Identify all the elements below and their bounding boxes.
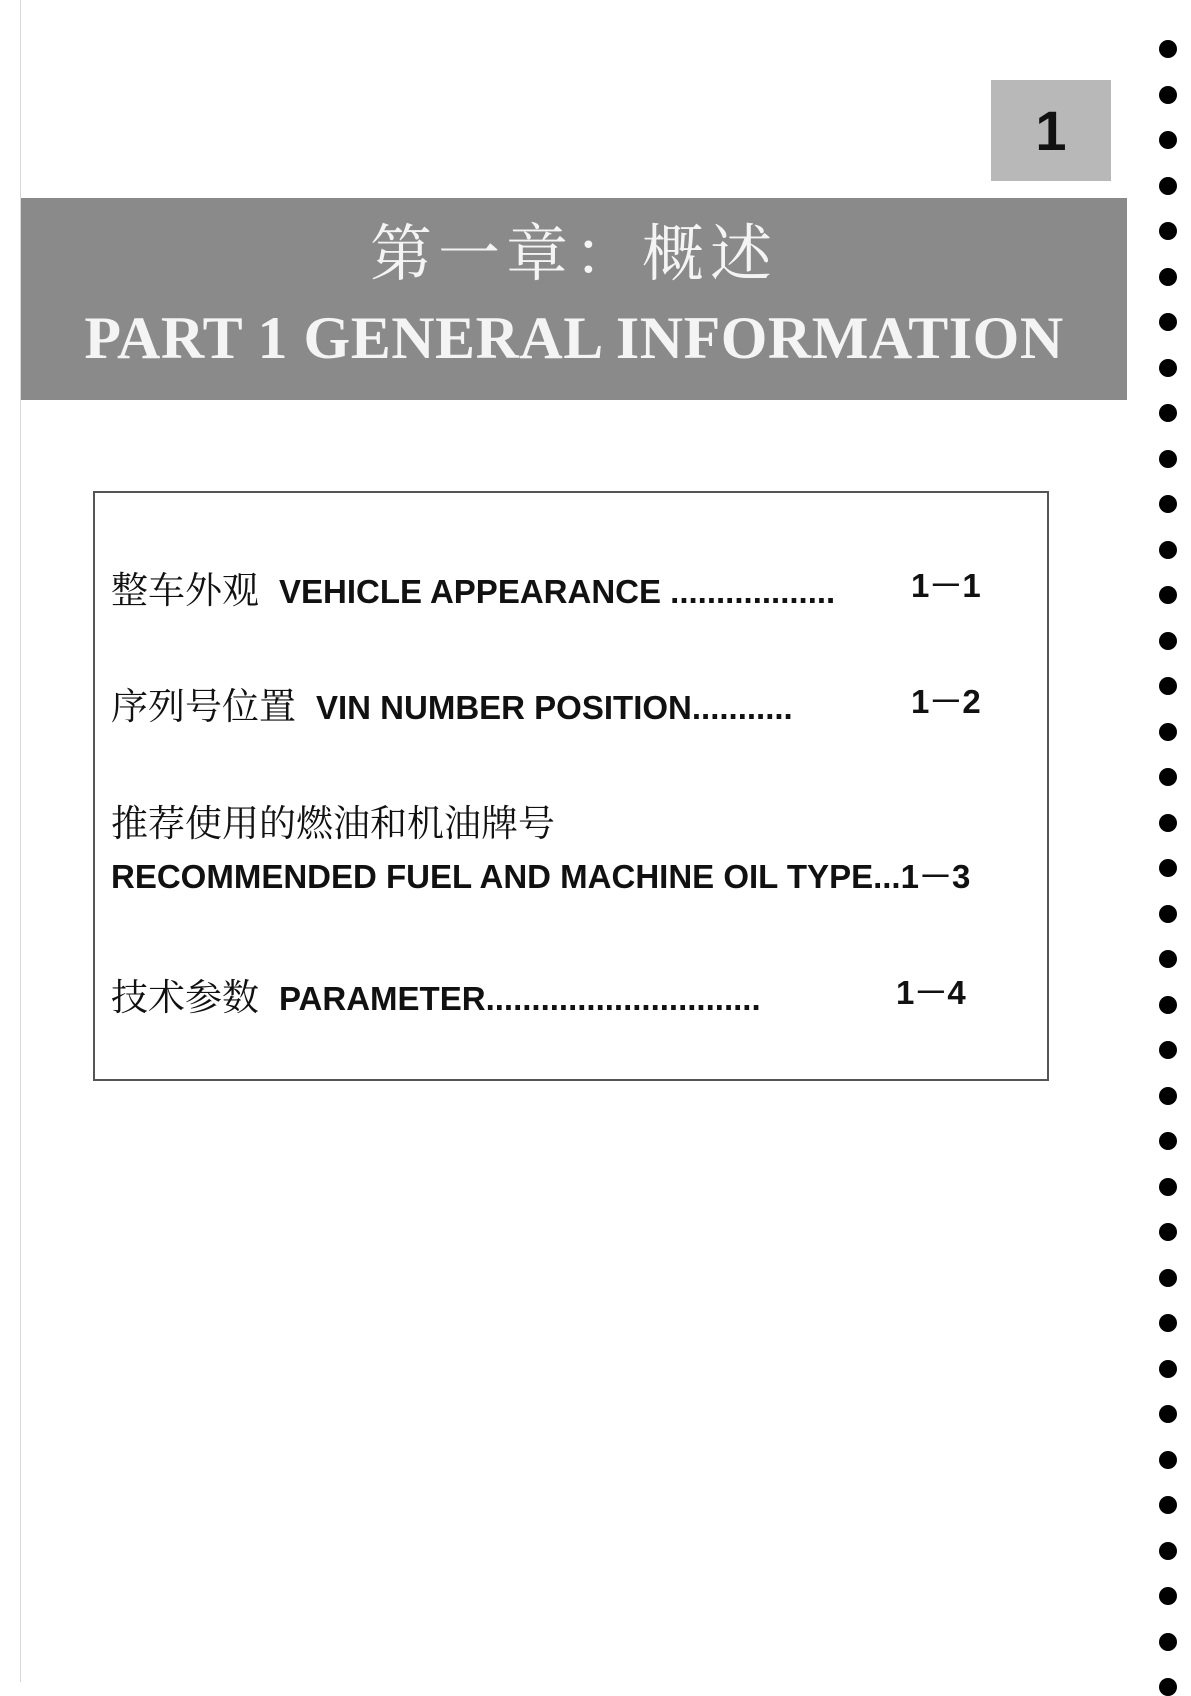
spiral-hole — [1159, 222, 1177, 240]
chapter-title-chinese: 第一章：概述 — [369, 217, 778, 290]
toc-page-ref: 1－1 — [911, 567, 981, 604]
chapter-title-english: PART 1 GENERAL INFORMATION — [84, 305, 1064, 371]
spiral-hole — [1159, 1223, 1177, 1241]
spiral-hole — [1159, 905, 1177, 923]
spiral-hole — [1159, 768, 1177, 786]
spiral-hole — [1159, 268, 1177, 286]
spiral-hole — [1159, 450, 1177, 468]
toc-entry-en: RECOMMENDED FUEL AND MACHINE OIL TYPE — [111, 858, 874, 895]
toc-entry-en: VIN NUMBER POSITION — [316, 689, 692, 726]
toc-page-ref: 1－3 — [900, 858, 971, 895]
spiral-hole — [1159, 996, 1177, 1014]
toc-entry-cn: 技术参数 — [111, 976, 259, 1019]
toc-entry-cn: 推荐使用的燃油和机油牌号 — [111, 802, 555, 845]
toc-entry-en: PARAMETER — [279, 980, 486, 1017]
spiral-hole — [1159, 859, 1177, 877]
toc-leader-dots: .............................. — [485, 980, 761, 1017]
table-of-contents — [93, 491, 1049, 1081]
spiral-hole — [1159, 1405, 1177, 1423]
spiral-hole — [1159, 40, 1177, 58]
spiral-hole — [1159, 313, 1177, 331]
spiral-hole — [1159, 541, 1177, 559]
spiral-hole — [1159, 950, 1177, 968]
spiral-hole — [1159, 586, 1177, 604]
toc-leader-dots: .................. — [670, 573, 836, 610]
spiral-hole — [1159, 677, 1177, 695]
toc-entry-vehicle-appearance[interactable] — [111, 560, 981, 614]
spiral-hole — [1159, 1132, 1177, 1150]
spiral-hole — [1159, 814, 1177, 832]
spiral-hole — [1159, 1269, 1177, 1287]
spiral-hole — [1159, 1633, 1177, 1651]
spiral-hole — [1159, 1587, 1177, 1605]
spiral-hole — [1159, 1451, 1177, 1469]
spiral-hole — [1159, 1314, 1177, 1332]
toc-entry-vin-number-position[interactable] — [111, 676, 981, 730]
spiral-hole — [1159, 1496, 1177, 1514]
toc-leader-dots: ........... — [691, 689, 793, 726]
spiral-hole — [1159, 86, 1177, 104]
toc-page-ref: 1－2 — [911, 683, 981, 720]
toc-entry-en: VEHICLE APPEARANCE — [279, 573, 661, 610]
spiral-hole — [1159, 632, 1177, 650]
spiral-hole — [1159, 1178, 1177, 1196]
toc-page-ref: 1－4 — [896, 974, 966, 1011]
spiral-hole — [1159, 131, 1177, 149]
toc-entry-cn: 整车外观 — [111, 569, 259, 612]
spiral-hole — [1159, 1087, 1177, 1105]
title-band — [21, 198, 1127, 400]
spiral-hole — [1159, 359, 1177, 377]
toc-leader-dots: ... — [873, 858, 901, 895]
spiral-hole — [1159, 1360, 1177, 1378]
spiral-hole — [1159, 1542, 1177, 1560]
toc-entry-recommended-fuel-en[interactable] — [111, 851, 970, 898]
chapter-number-tab: 1 — [991, 80, 1111, 181]
spiral-hole — [1159, 495, 1177, 513]
spiral-hole — [1159, 1678, 1177, 1696]
toc-entry-parameter[interactable] — [111, 967, 966, 1021]
spiral-hole — [1159, 1041, 1177, 1059]
spiral-hole — [1159, 404, 1177, 422]
toc-entry-cn: 序列号位置 — [111, 685, 296, 728]
spiral-hole — [1159, 723, 1177, 741]
spiral-hole — [1159, 177, 1177, 195]
toc-entry-recommended-fuel[interactable] — [111, 793, 575, 847]
